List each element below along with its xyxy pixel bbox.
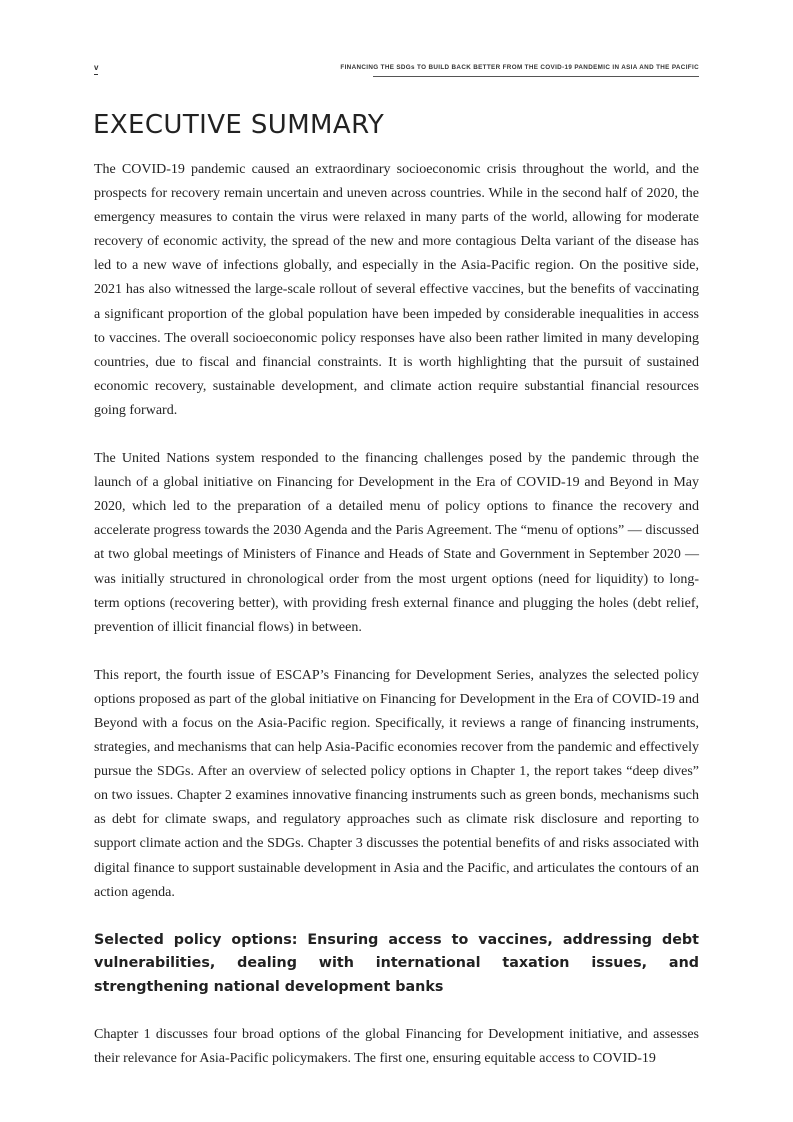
paragraph-2: The United Nations system responded to the financing challenges posed by the pandemic through the launch of a global initiative on Financing for Development in the Era of COVID-19 and Beyond in May 2020, which led to the preparation of a detailed menu of policy options to finance the recovery and accelerate progress towards the 2030 Agenda and the Paris Agreement. The “menu of options” — discussed at two global meetings of Ministers of Finance and Heads of State and Government in September 2020 — was initially structured in chronological order from the most urgent options (need for liquidity) to long-term options (recovering better), with providing fresh external finance and plugging the holes (debt relief, prevention of illicit financial flows) in between.: [94, 451, 699, 635]
paragraph-3: This report, the fourth issue of ESCAP’s Financing for Development Series, analyzes the selected policy options proposed as part of the global initiative on Financing for Development in the Era of COVID-19 and Beyond with a focus on the Asia-Pacific region. Specifically, it reviews a range of financing instruments, strategies, and mechanisms that can help Asia-Pacific economies recover from the pandemic and effectively pursue the SDGs. After an overview of selected policy options in Chapter 1, the report takes “deep dives” on two issues. Chapter 2 examines innovative financing instruments such as green bonds, mechanisms such as debt for climate swaps, and regulatory approaches such as climate risk disclosure and reporting to support climate action and the SDGs. Chapter 3 discusses the potential benefits of and risks associated with digital finance to support sustainable development in Asia and the Pacific, and articulates the contours of an action agenda.: [94, 667, 699, 900]
paragraph-4: Chapter 1 discusses four broad options of the global Financing for Development initiative, and assesses their relevance for Asia-Pacific policymakers. The first one, ensuring equitable access to COVID-19: [94, 1027, 699, 1067]
page-number: v: [94, 63, 98, 75]
header-rule: [373, 76, 699, 77]
section-subheading: Selected policy options: Ensuring access to vaccines, addressing debt vulnerabilities, dealing with international taxation issues, and strengthening national development banks: [94, 931, 699, 995]
page-header: [94, 61, 699, 79]
running-title: FINANCING THE SDGs TO BUILD BACK BETTER FROM THE COVID-19 PANDEMIC IN ASIA AND THE PACIFIC: [340, 64, 699, 71]
body-text: [94, 158, 699, 1095]
page-title: EXECUTIVE SUMMARY: [93, 110, 385, 140]
paragraph-1: The COVID-19 pandemic caused an extraordinary socioeconomic crisis throughout the world, and the prospects for recovery remain uncertain and uneven across countries. While in the second half of 2020, the emergency measures to contain the virus were relaxed in many parts of the world, allowing for moderate recovery of economic activity, the spread of the new and more contagious Delta variant of the disease has led to a new wave of infections globally, and especially in the Asia-Pacific region. On the positive side, 2021 has also witnessed the large-scale rollout of several effective vaccines, but the benefits of vaccinating a significant proportion of the global population have been impeded by considerable inequalities in access to vaccines. The overall socioeconomic policy responses have also been rather limited in many developing countries, due to fiscal and financial constraints. It is worth highlighting that the pursuit of sustained economic recovery, sustainable development, and climate action require substantial financial resources going forward.: [94, 162, 699, 418]
